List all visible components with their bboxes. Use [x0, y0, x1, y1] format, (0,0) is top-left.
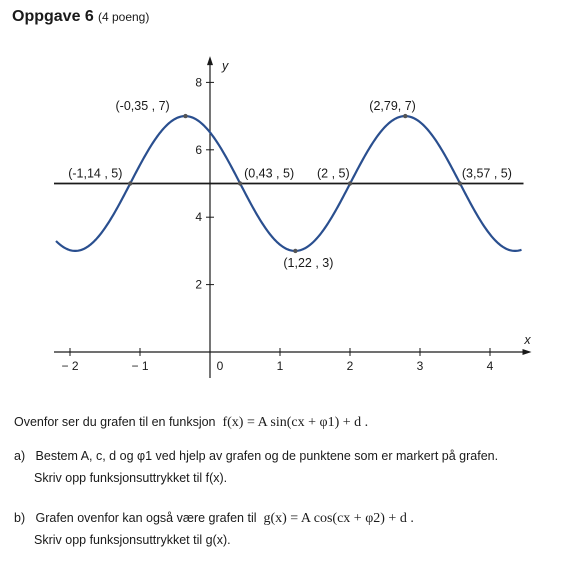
- x-tick-label: 4: [486, 359, 494, 373]
- point-label: (1,22 , 3): [283, 255, 334, 270]
- point-label: (-1,14 , 5): [68, 166, 123, 181]
- question-a-line2: Skriv opp funksjonsuttrykket til f(x).: [34, 471, 228, 485]
- x-tick-label: − 2: [61, 359, 79, 373]
- f-formula: f(x) = A sin(cx + φ1) + d .: [222, 415, 369, 430]
- question-b-line1: [14, 510, 414, 527]
- x-tick-label: 1: [276, 359, 284, 373]
- y-axis-label: y: [222, 59, 229, 74]
- marked-point: [183, 114, 187, 118]
- x-tick-label: 3: [416, 359, 424, 373]
- marked-point: [458, 181, 462, 185]
- question-b-line2: Skriv opp funksjonsuttrykket til g(x).: [34, 533, 231, 547]
- x-tick-label: 0: [216, 359, 224, 373]
- point-label: (-0,35 , 7): [115, 99, 170, 114]
- y-tick-label: 6: [195, 142, 202, 157]
- g-formula: g(x) = A cos(cx + φ2) + d .: [263, 511, 414, 526]
- y-tick-label: 4: [195, 210, 202, 225]
- y-axis-arrow: [207, 56, 213, 65]
- points-layer: [68, 99, 512, 270]
- question-a-text: Bestem A, c, d og φ1 ved hjelp av grafen og de punktene som er markert på grafen.: [35, 449, 499, 463]
- x-tick-label: 2: [346, 359, 354, 373]
- point-label: (2 , 5): [317, 166, 350, 181]
- marked-point: [238, 181, 242, 185]
- y-tick-label: 8: [195, 75, 202, 90]
- marked-point: [403, 114, 407, 118]
- point-label: (2,79, 7): [369, 99, 416, 114]
- question-b-label: b): [14, 511, 26, 525]
- point-label: (3,57 , 5): [461, 166, 512, 181]
- question-a-line1: [14, 448, 498, 464]
- question-b-text: Grafen ovenfor kan også være grafen til: [35, 511, 257, 525]
- question-a-label: a): [14, 449, 26, 463]
- x-axis-label: x: [524, 333, 531, 347]
- point-label: (0,43 , 5): [244, 166, 295, 181]
- y-tick-label: 2: [195, 277, 202, 292]
- marked-point: [128, 181, 132, 185]
- marked-point: [348, 181, 352, 185]
- task-heading: Oppgave 6: [12, 8, 94, 25]
- intro-paragraph: [14, 414, 368, 431]
- x-axis-arrow: [523, 349, 532, 355]
- intro-text: Ovenfor ser du grafen til en funksjon: [14, 415, 216, 429]
- marked-point: [293, 249, 297, 253]
- task-points: (4 poeng): [97, 10, 150, 24]
- x-tick-label: − 1: [131, 359, 149, 373]
